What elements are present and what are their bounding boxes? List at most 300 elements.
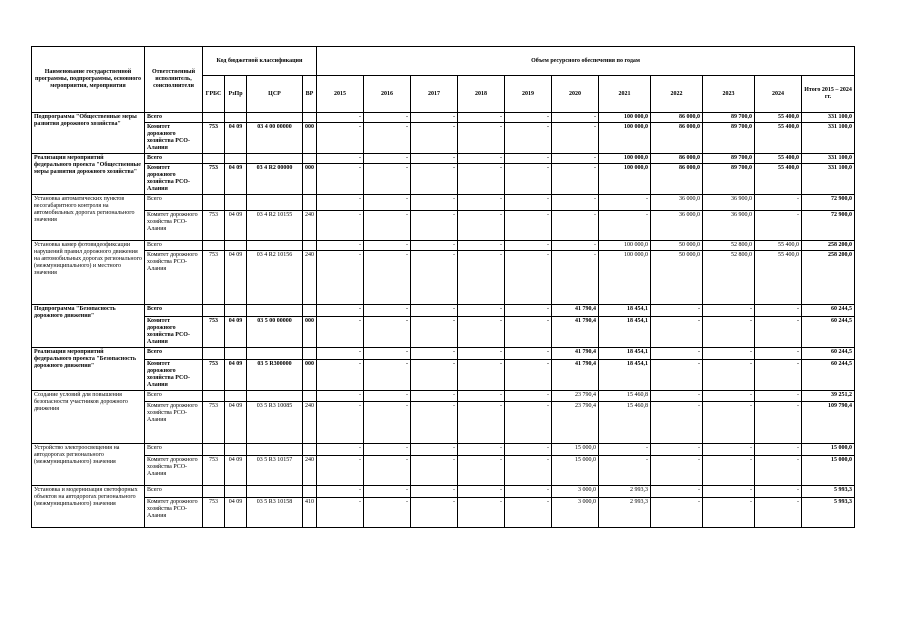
row-name: Реализация мероприятий федерального проекта "Безопасность дорожного движения": [32, 348, 145, 391]
year-value-cell: 50 000,0: [651, 251, 703, 305]
csr-cell: [247, 154, 303, 164]
rzpr-cell: [225, 391, 247, 402]
year-value-cell: -: [505, 391, 552, 402]
rzpr-cell: 04 09: [225, 456, 247, 486]
csr-cell: 03 5 00 00000: [247, 317, 303, 348]
year-value-cell: -: [755, 317, 802, 348]
responsible-cell: Комитет дорожного хозяйства РСО-Алания: [145, 251, 203, 305]
table-row: [32, 348, 855, 360]
year-value-cell: -: [505, 498, 552, 528]
vr-cell: [303, 486, 317, 498]
year-value-cell: -: [411, 486, 458, 498]
header-total: Итого 2015 – 2024 гг.: [802, 76, 855, 113]
year-value-cell: 15 460,8: [599, 391, 651, 402]
csr-cell: [247, 113, 303, 123]
year-value-cell: -: [552, 164, 599, 195]
year-value-cell: -: [364, 444, 411, 456]
header-volume: Объем ресурсного обеспечения по годам: [317, 47, 855, 76]
rzpr-cell: 04 09: [225, 360, 247, 391]
total-cell: 5 993,3: [802, 498, 855, 528]
header-year: 2016: [364, 76, 411, 113]
year-value-cell: -: [317, 154, 364, 164]
year-value-cell: 55 400,0: [755, 251, 802, 305]
year-value-cell: -: [703, 348, 755, 360]
grbs-cell: 753: [203, 456, 225, 486]
total-cell: 60 244,5: [802, 305, 855, 317]
year-value-cell: -: [703, 391, 755, 402]
year-value-cell: -: [703, 486, 755, 498]
year-value-cell: -: [505, 305, 552, 317]
year-value-cell: -: [651, 305, 703, 317]
grbs-cell: [203, 391, 225, 402]
year-value-cell: -: [505, 195, 552, 211]
year-value-cell: -: [505, 164, 552, 195]
year-value-cell: -: [458, 456, 505, 486]
header-vr: ВР: [303, 76, 317, 113]
year-value-cell: -: [317, 164, 364, 195]
year-value-cell: 18 454,1: [599, 305, 651, 317]
row-name: Создание условий для повышения безопасности участников дорожного движения: [32, 391, 145, 444]
row-name: Подпрограмма "Общественные меры развития дорожного хозяйства": [32, 113, 145, 154]
csr-cell: 03 5 R3 10085: [247, 402, 303, 444]
total-cell: 72 900,0: [802, 195, 855, 211]
year-value-cell: 89 700,0: [703, 164, 755, 195]
rzpr-cell: 04 09: [225, 317, 247, 348]
year-value-cell: -: [458, 164, 505, 195]
year-value-cell: -: [651, 391, 703, 402]
year-value-cell: -: [458, 123, 505, 154]
row-name: Установка автоматических пунктов весогабаритного контроля на автомобильных дорогах регионального значения: [32, 195, 145, 241]
table-row: [32, 164, 855, 195]
year-value-cell: 100 000,0: [599, 113, 651, 123]
year-value-cell: -: [505, 113, 552, 123]
header-responsible: Ответственный исполнитель, соисполнители: [145, 47, 203, 113]
total-cell: 15 000,0: [802, 456, 855, 486]
year-value-cell: -: [411, 348, 458, 360]
year-value-cell: -: [651, 444, 703, 456]
year-value-cell: -: [552, 195, 599, 211]
year-value-cell: 18 454,1: [599, 360, 651, 391]
year-value-cell: -: [458, 211, 505, 241]
year-value-cell: -: [599, 211, 651, 241]
table-row: [32, 113, 855, 123]
header-year: 2024: [755, 76, 802, 113]
year-value-cell: -: [411, 498, 458, 528]
header-csr: ЦСР: [247, 76, 303, 113]
year-value-cell: -: [458, 251, 505, 305]
year-value-cell: -: [317, 241, 364, 251]
csr-cell: [247, 241, 303, 251]
year-value-cell: 36 900,0: [703, 211, 755, 241]
header-year: 2017: [411, 76, 458, 113]
total-cell: 331 100,0: [802, 164, 855, 195]
year-value-cell: 89 700,0: [703, 123, 755, 154]
year-value-cell: -: [411, 113, 458, 123]
year-value-cell: -: [411, 211, 458, 241]
table-row: [32, 317, 855, 348]
csr-cell: 03 4 R2 00000: [247, 164, 303, 195]
csr-cell: [247, 305, 303, 317]
year-value-cell: -: [505, 123, 552, 154]
year-value-cell: 55 400,0: [755, 154, 802, 164]
year-value-cell: -: [411, 402, 458, 444]
year-value-cell: -: [552, 251, 599, 305]
vr-cell: [303, 113, 317, 123]
total-cell: 109 790,4: [802, 402, 855, 444]
year-value-cell: -: [411, 317, 458, 348]
row-name: Установка и модернизация светофорных объектов на автодорогах регионального (межмуниципального) значения: [32, 486, 145, 528]
year-value-cell: -: [505, 402, 552, 444]
year-value-cell: -: [651, 486, 703, 498]
year-value-cell: -: [505, 251, 552, 305]
year-value-cell: -: [317, 113, 364, 123]
year-value-cell: 55 400,0: [755, 164, 802, 195]
responsible-cell: Всего: [145, 195, 203, 211]
grbs-cell: 753: [203, 164, 225, 195]
year-value-cell: -: [411, 391, 458, 402]
vr-cell: 240: [303, 251, 317, 305]
year-value-cell: -: [458, 113, 505, 123]
table-row: [32, 241, 855, 251]
year-value-cell: -: [703, 360, 755, 391]
rzpr-cell: [225, 195, 247, 211]
rzpr-cell: 04 09: [225, 164, 247, 195]
year-value-cell: 100 000,0: [599, 123, 651, 154]
total-cell: 258 200,0: [802, 241, 855, 251]
year-value-cell: -: [364, 391, 411, 402]
header-year: 2023: [703, 76, 755, 113]
rzpr-cell: [225, 154, 247, 164]
table-row: [32, 154, 855, 164]
year-value-cell: -: [703, 402, 755, 444]
year-value-cell: -: [755, 486, 802, 498]
year-value-cell: -: [317, 317, 364, 348]
responsible-cell: Всего: [145, 113, 203, 123]
year-value-cell: -: [317, 305, 364, 317]
rzpr-cell: 04 09: [225, 123, 247, 154]
year-value-cell: -: [505, 348, 552, 360]
vr-cell: 000: [303, 164, 317, 195]
total-cell: 15 000,0: [802, 444, 855, 456]
year-value-cell: -: [364, 486, 411, 498]
year-value-cell: -: [703, 444, 755, 456]
year-value-cell: -: [317, 348, 364, 360]
year-value-cell: -: [651, 317, 703, 348]
csr-cell: [247, 195, 303, 211]
responsible-cell: Комитет дорожного хозяйства РСО-Алания: [145, 360, 203, 391]
year-value-cell: -: [599, 456, 651, 486]
header-grbs: ГРБС: [203, 76, 225, 113]
year-value-cell: 86 000,0: [651, 154, 703, 164]
rzpr-cell: 04 09: [225, 498, 247, 528]
year-value-cell: -: [505, 211, 552, 241]
grbs-cell: 753: [203, 123, 225, 154]
grbs-cell: 753: [203, 211, 225, 241]
year-value-cell: -: [364, 251, 411, 305]
year-value-cell: 86 000,0: [651, 164, 703, 195]
header-year: 2015: [317, 76, 364, 113]
year-value-cell: -: [364, 305, 411, 317]
year-value-cell: 52 800,0: [703, 241, 755, 251]
year-value-cell: -: [458, 498, 505, 528]
responsible-cell: Комитет дорожного хозяйства РСО-Алания: [145, 402, 203, 444]
vr-cell: 240: [303, 211, 317, 241]
year-value-cell: 3 000,0: [552, 486, 599, 498]
year-value-cell: 55 400,0: [755, 113, 802, 123]
rzpr-cell: 04 09: [225, 402, 247, 444]
rzpr-cell: [225, 486, 247, 498]
year-value-cell: -: [755, 444, 802, 456]
year-value-cell: 2 993,3: [599, 486, 651, 498]
responsible-cell: Всего: [145, 241, 203, 251]
year-value-cell: 89 700,0: [703, 113, 755, 123]
year-value-cell: 15 000,0: [552, 456, 599, 486]
row-name: Установка камер фотовидеофиксации нарушений правил дорожного движения на автомобильных дорогах регионального (межмуниципального) и местного значения: [32, 241, 145, 305]
year-value-cell: -: [458, 348, 505, 360]
total-cell: 39 251,2: [802, 391, 855, 402]
year-value-cell: -: [651, 360, 703, 391]
responsible-cell: Комитет дорожного хозяйства РСО-Алания: [145, 498, 203, 528]
year-value-cell: -: [755, 391, 802, 402]
year-value-cell: -: [317, 123, 364, 154]
year-value-cell: -: [458, 486, 505, 498]
grbs-cell: [203, 444, 225, 456]
year-value-cell: 15 000,0: [552, 444, 599, 456]
year-value-cell: -: [364, 164, 411, 195]
rzpr-cell: 04 09: [225, 251, 247, 305]
year-value-cell: -: [755, 402, 802, 444]
year-value-cell: -: [505, 154, 552, 164]
year-value-cell: 3 000,0: [552, 498, 599, 528]
year-value-cell: -: [364, 154, 411, 164]
total-cell: 331 100,0: [802, 123, 855, 154]
year-value-cell: 23 790,4: [552, 391, 599, 402]
year-value-cell: -: [364, 348, 411, 360]
year-value-cell: -: [552, 113, 599, 123]
csr-cell: 03 4 R2 10156: [247, 251, 303, 305]
year-value-cell: -: [651, 348, 703, 360]
table-row: [32, 251, 855, 305]
grbs-cell: [203, 195, 225, 211]
responsible-cell: Всего: [145, 154, 203, 164]
year-value-cell: -: [411, 456, 458, 486]
year-value-cell: 50 000,0: [651, 241, 703, 251]
year-value-cell: 18 454,1: [599, 348, 651, 360]
total-cell: 258 200,0: [802, 251, 855, 305]
csr-cell: 03 5 R3 10158: [247, 498, 303, 528]
year-value-cell: 41 790,4: [552, 348, 599, 360]
year-value-cell: -: [505, 486, 552, 498]
table-row: [32, 391, 855, 402]
year-value-cell: 36 000,0: [651, 211, 703, 241]
table-row: [32, 498, 855, 528]
vr-cell: [303, 195, 317, 211]
grbs-cell: [203, 154, 225, 164]
year-value-cell: -: [703, 498, 755, 528]
year-value-cell: -: [364, 113, 411, 123]
table-row: [32, 195, 855, 211]
year-value-cell: -: [411, 360, 458, 391]
year-value-cell: -: [505, 360, 552, 391]
responsible-cell: Комитет дорожного хозяйства РСО-Алания: [145, 164, 203, 195]
year-value-cell: -: [364, 123, 411, 154]
total-cell: 60 244,5: [802, 360, 855, 391]
year-value-cell: -: [317, 251, 364, 305]
vr-cell: [303, 391, 317, 402]
grbs-cell: [203, 486, 225, 498]
year-value-cell: -: [703, 456, 755, 486]
year-value-cell: 100 000,0: [599, 251, 651, 305]
grbs-cell: [203, 241, 225, 251]
year-value-cell: -: [411, 251, 458, 305]
csr-cell: [247, 348, 303, 360]
year-value-cell: -: [317, 195, 364, 211]
year-value-cell: -: [552, 241, 599, 251]
year-value-cell: -: [552, 154, 599, 164]
table-row: [32, 360, 855, 391]
year-value-cell: 18 454,1: [599, 317, 651, 348]
rzpr-cell: 04 09: [225, 211, 247, 241]
total-cell: 60 244,5: [802, 317, 855, 348]
year-value-cell: -: [458, 195, 505, 211]
grbs-cell: 753: [203, 317, 225, 348]
year-value-cell: -: [458, 402, 505, 444]
header-year: 2020: [552, 76, 599, 113]
year-value-cell: -: [755, 348, 802, 360]
year-value-cell: -: [317, 486, 364, 498]
year-value-cell: -: [755, 195, 802, 211]
grbs-cell: [203, 113, 225, 123]
header-rzpr: РзПр: [225, 76, 247, 113]
header-budget-code: Код бюджетной классификации: [203, 47, 317, 76]
grbs-cell: 753: [203, 402, 225, 444]
year-value-cell: 55 400,0: [755, 241, 802, 251]
year-value-cell: -: [317, 211, 364, 241]
year-value-cell: -: [364, 195, 411, 211]
year-value-cell: 100 000,0: [599, 154, 651, 164]
year-value-cell: -: [755, 305, 802, 317]
year-value-cell: -: [411, 305, 458, 317]
vr-cell: [303, 348, 317, 360]
year-value-cell: -: [599, 444, 651, 456]
table-row: [32, 486, 855, 498]
total-cell: 331 100,0: [802, 154, 855, 164]
row-name: Реализация мероприятий федерального проекта "Общественные меры развития дорожного хозяйства": [32, 154, 145, 195]
year-value-cell: -: [458, 444, 505, 456]
year-value-cell: -: [364, 456, 411, 486]
header-year: 2018: [458, 76, 505, 113]
table-row: [32, 305, 855, 317]
vr-cell: [303, 154, 317, 164]
csr-cell: [247, 486, 303, 498]
table-row: [32, 402, 855, 444]
csr-cell: 03 4 00 00000: [247, 123, 303, 154]
year-value-cell: -: [755, 498, 802, 528]
year-value-cell: -: [703, 305, 755, 317]
year-value-cell: 36 900,0: [703, 195, 755, 211]
responsible-cell: Комитет дорожного хозяйства РСО-Алания: [145, 456, 203, 486]
total-cell: 60 244,5: [802, 348, 855, 360]
year-value-cell: -: [364, 211, 411, 241]
year-value-cell: -: [364, 498, 411, 528]
year-value-cell: -: [755, 456, 802, 486]
grbs-cell: 753: [203, 360, 225, 391]
vr-cell: [303, 241, 317, 251]
year-value-cell: -: [458, 154, 505, 164]
header-name: Наименование государственной программы, подпрограммы, основного мероприятия, мероприятия: [32, 47, 145, 113]
header-year: 2019: [505, 76, 552, 113]
year-value-cell: -: [599, 195, 651, 211]
grbs-cell: 753: [203, 498, 225, 528]
table-row: [32, 444, 855, 456]
total-cell: 5 993,3: [802, 486, 855, 498]
year-value-cell: 86 000,0: [651, 113, 703, 123]
year-value-cell: -: [317, 498, 364, 528]
year-value-cell: -: [458, 391, 505, 402]
year-value-cell: 86 000,0: [651, 123, 703, 154]
year-value-cell: 41 790,4: [552, 305, 599, 317]
year-value-cell: -: [505, 241, 552, 251]
year-value-cell: 55 400,0: [755, 123, 802, 154]
year-value-cell: -: [364, 360, 411, 391]
rzpr-cell: [225, 305, 247, 317]
year-value-cell: -: [411, 154, 458, 164]
responsible-cell: Комитет дорожного хозяйства РСО-Алания: [145, 211, 203, 241]
grbs-cell: [203, 305, 225, 317]
year-value-cell: -: [364, 402, 411, 444]
year-value-cell: -: [411, 444, 458, 456]
vr-cell: [303, 444, 317, 456]
year-value-cell: -: [411, 123, 458, 154]
year-value-cell: 15 460,8: [599, 402, 651, 444]
csr-cell: 03 5 R3 10157: [247, 456, 303, 486]
year-value-cell: -: [458, 360, 505, 391]
year-value-cell: 89 700,0: [703, 154, 755, 164]
year-value-cell: -: [703, 317, 755, 348]
grbs-cell: 753: [203, 251, 225, 305]
responsible-cell: Всего: [145, 391, 203, 402]
year-value-cell: -: [317, 360, 364, 391]
year-value-cell: -: [651, 402, 703, 444]
row-name: Подпрограмма "Безопасность дорожного движения": [32, 305, 145, 348]
responsible-cell: Всего: [145, 444, 203, 456]
responsible-cell: Всего: [145, 305, 203, 317]
year-value-cell: -: [552, 123, 599, 154]
year-value-cell: 23 790,4: [552, 402, 599, 444]
year-value-cell: -: [755, 360, 802, 391]
year-value-cell: -: [458, 317, 505, 348]
year-value-cell: 41 790,4: [552, 360, 599, 391]
year-value-cell: -: [651, 456, 703, 486]
year-value-cell: -: [411, 164, 458, 195]
csr-cell: 03 4 R2 10155: [247, 211, 303, 241]
year-value-cell: -: [411, 195, 458, 211]
responsible-cell: Всего: [145, 348, 203, 360]
resource-table-page: [31, 46, 855, 528]
row-name: Устройство электроосвещения на автодорогах регионального (межмуниципального) значения: [32, 444, 145, 486]
year-value-cell: 52 800,0: [703, 251, 755, 305]
year-value-cell: 2 993,3: [599, 498, 651, 528]
year-value-cell: 36 000,0: [651, 195, 703, 211]
csr-cell: 03 5 R300000: [247, 360, 303, 391]
year-value-cell: -: [364, 317, 411, 348]
rzpr-cell: [225, 444, 247, 456]
header-year: 2022: [651, 76, 703, 113]
vr-cell: [303, 305, 317, 317]
responsible-cell: Всего: [145, 486, 203, 498]
rzpr-cell: [225, 348, 247, 360]
year-value-cell: -: [317, 444, 364, 456]
